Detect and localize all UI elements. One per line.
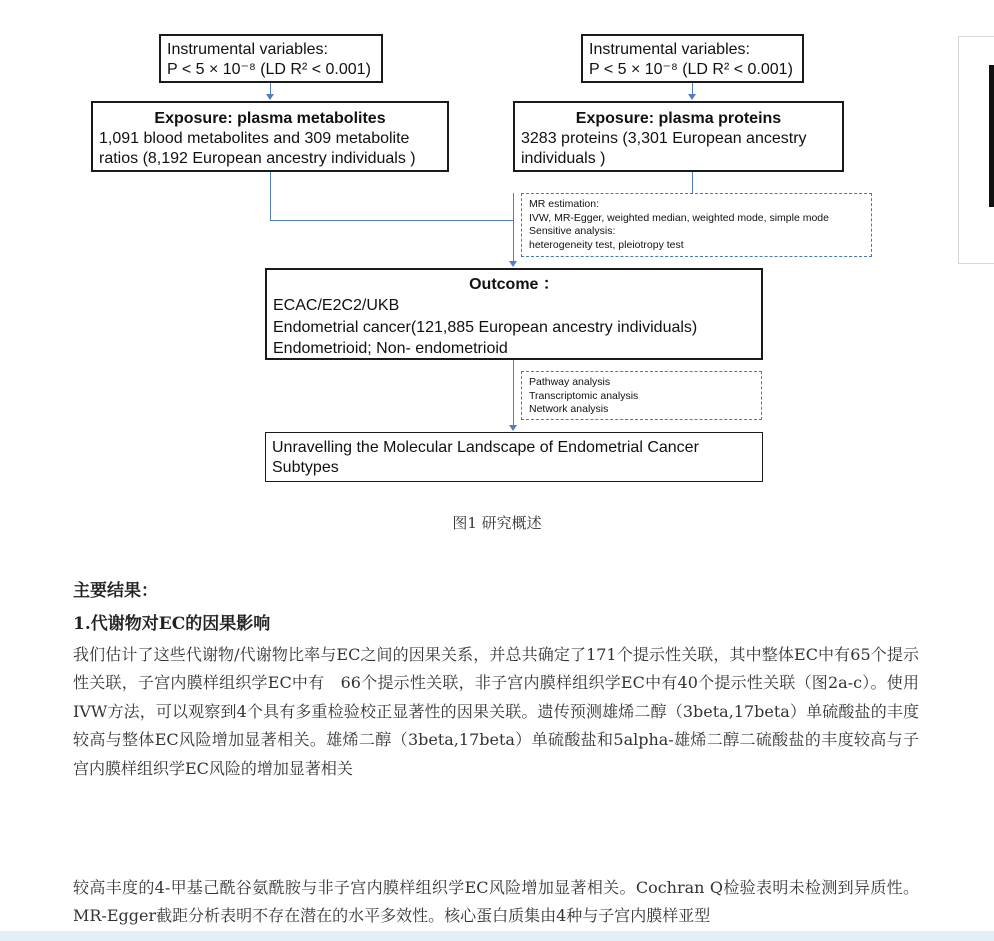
results-paragraph-2: 较高丰度的4-甲基己酰谷氨酰胺与非子宫内膜样组织学EC风险增加显著相关。Cochran Q检验表明未检测到异质性。MR-Egger截距分析表明不存在潜在的水平多效性。核心蛋白质集由4种与子宫内膜样亚型 [73, 878, 919, 926]
final-line2: Subtypes [272, 459, 339, 476]
analysis-line3: Network analysis [529, 403, 609, 415]
analysis-line1: Pathway analysis [529, 376, 611, 388]
mr-line4: heterogeneity test, pleiotropy test [529, 238, 684, 251]
connector-exposure-left-across [270, 220, 514, 221]
subsection-title: 1.代谢物对EC的因果影响 [73, 614, 271, 634]
connector-main-down [513, 193, 514, 261]
exposure-right-line2: individuals ) [521, 150, 606, 167]
iv-right-line2: P < 5 × 10⁻⁸ (LD R² < 0.001) [589, 61, 793, 78]
exposure-right-line1: 3283 proteins (3,301 European ancestry [521, 130, 807, 147]
connector-exposure-left-down [270, 172, 271, 220]
exposure-proteins-box [513, 101, 844, 172]
outcome-line2: Endometrial cancer(121,885 European ancestry individuals) [273, 319, 698, 336]
bottom-toolbar-strip [0, 931, 994, 941]
arrow-iv-right [688, 94, 696, 100]
instrumental-variables-left-box [159, 34, 383, 83]
exposure-metabolites-box [91, 101, 449, 172]
arrow-iv-left [266, 94, 274, 100]
arrow-to-outcome [509, 261, 517, 267]
iv-right-line1: Instrumental variables: [589, 41, 750, 58]
connector-exposure-right-down [692, 172, 693, 193]
outcome-line1: ECAC/E2C2/UKB [273, 297, 400, 314]
section-title: 主要结果： [73, 581, 158, 601]
qr-code-detail [989, 157, 994, 161]
exposure-right-title: Exposure: plasma proteins [575, 110, 782, 127]
outcome-line3: Endometrioid; Non- endometrioid [273, 340, 508, 357]
analysis-box [521, 371, 762, 420]
connector-outcome-down [513, 360, 514, 426]
mr-estimation-box [521, 193, 872, 257]
outcome-box [265, 268, 763, 360]
exposure-left-title: Exposure: plasma metabolites [154, 110, 386, 127]
iv-left-line2: P < 5 × 10⁻⁸ (LD R² < 0.001) [167, 61, 371, 78]
exposure-left-line1: 1,091 blood metabolites and 309 metabolite [99, 130, 410, 147]
final-line1: Unravelling the Molecular Landscape of Endometrial Cancer [272, 439, 699, 456]
mr-line2: IVW, MR-Egger, weighted median, weighted mode, simple mode [529, 211, 829, 224]
mr-line3: Sensitive analysis: [529, 225, 616, 237]
side-qr-panel[interactable] [958, 36, 994, 264]
arrow-to-final [509, 425, 517, 431]
outcome-title: Outcome ： [469, 276, 559, 293]
exposure-left-line2: ratios (8,192 European ancestry individuals ) [99, 150, 416, 167]
final-box [265, 432, 763, 482]
results-paragraph-1: 我们估计了这些代谢物/代谢物比率与EC之间的因果关系，并总共确定了171个提示性关联，其中整体EC中有65个提示性关联，子宫内膜样组织学EC中有 66个提示性关联，非子宫内膜样组织学EC中有40个提示性关联（图2a-c）。使用IVW方法，可以观察到4个具有多重检验校正显著性的因果关联。遗传预测雄烯二醇（3beta,17beta）单硫酸盐的丰度较高与整体EC风险增加显著相关。雄烯二醇（3beta,17beta）单硫酸盐和5alpha-雄烯二醇二硫酸盐的丰度较高与子宫内膜样组织学EC风险的增加显著相关 [73, 645, 919, 778]
instrumental-variables-right-box [581, 34, 804, 83]
mr-line1: MR estimation: [529, 198, 600, 210]
iv-left-line1: Instrumental variables: [167, 41, 328, 58]
analysis-line2: Transcriptomic analysis [529, 389, 639, 402]
qr-code-detail [989, 85, 994, 89]
figure-caption: 图1 研究概述 [452, 514, 542, 532]
